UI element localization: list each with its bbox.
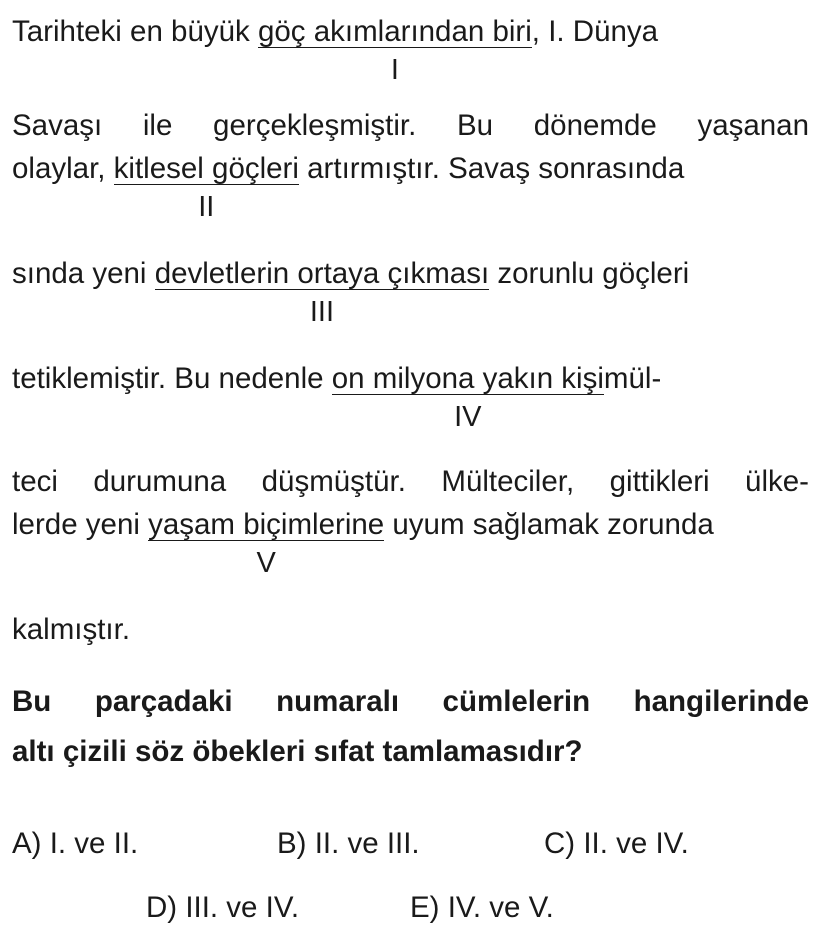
- passage-text: artırmıştır. Savaş sonrasında: [298, 152, 685, 185]
- passage-text: , I. Dünya: [531, 15, 659, 48]
- passage-line-8: kalmıştır.: [12, 613, 131, 646]
- underlined-phrase-1: [257, 15, 532, 86]
- underlined-text: kitlesel göçleri: [113, 152, 299, 185]
- underlined-text: göç akımlarından biri: [257, 15, 532, 48]
- underlined-phrase-3: [154, 257, 490, 328]
- phrase-number-1: I: [390, 54, 399, 86]
- passage-text: sında yeni: [12, 257, 155, 290]
- underlined-phrase-2: [113, 152, 299, 223]
- underlined-phrase-4: [331, 362, 604, 433]
- passage-text: mül-: [603, 362, 662, 395]
- passage-text: olaylar,: [12, 152, 114, 185]
- passage-line-5: [12, 361, 809, 433]
- phrase-number-5: V: [256, 547, 276, 579]
- question-line-2: altı çizili söz öbekleri sıfat tamlamasıdır?: [12, 735, 583, 768]
- passage-text: zorunlu göçleri: [489, 257, 690, 290]
- option-a[interactable]: A) I. ve II.: [12, 827, 139, 860]
- phrase-number-3: III: [309, 296, 334, 328]
- underlined-text: devletlerin ortaya çıkması: [154, 257, 490, 290]
- passage-line-4: [12, 256, 809, 328]
- underlined-text: on milyona yakın kişi: [331, 362, 604, 395]
- passage-text: tetiklemiştir. Bu nedenle: [12, 362, 332, 395]
- option-c[interactable]: C) II. ve IV.: [544, 827, 689, 860]
- underlined-text: yaşam biçimlerine: [148, 508, 385, 541]
- passage-line-7: [12, 507, 809, 579]
- passage-line-6: teci durumuna düşmüştür. Mülteciler, gittikleri ülke-: [12, 465, 809, 498]
- passage-text: Tarihteki en büyük: [12, 15, 258, 48]
- option-d[interactable]: D) III. ve IV.: [146, 891, 300, 924]
- passage-text: lerde yeni: [12, 508, 149, 541]
- option-e[interactable]: E) IV. ve V.: [410, 891, 554, 924]
- phrase-number-2: II: [198, 191, 215, 223]
- passage-line-3: [12, 151, 809, 223]
- passage-line-1: [12, 14, 809, 86]
- question-line-1: Bu parçadaki numaralı cümlelerin hangilerinde: [12, 685, 809, 718]
- phrase-number-4: IV: [454, 401, 482, 433]
- option-b[interactable]: B) II. ve III.: [277, 827, 420, 860]
- passage-text: uyum sağlamak zorunda: [384, 508, 714, 541]
- underlined-phrase-5: [148, 508, 385, 579]
- passage-line-2: Savaşı ile gerçekleşmiştir. Bu dönemde yaşanan: [12, 109, 809, 142]
